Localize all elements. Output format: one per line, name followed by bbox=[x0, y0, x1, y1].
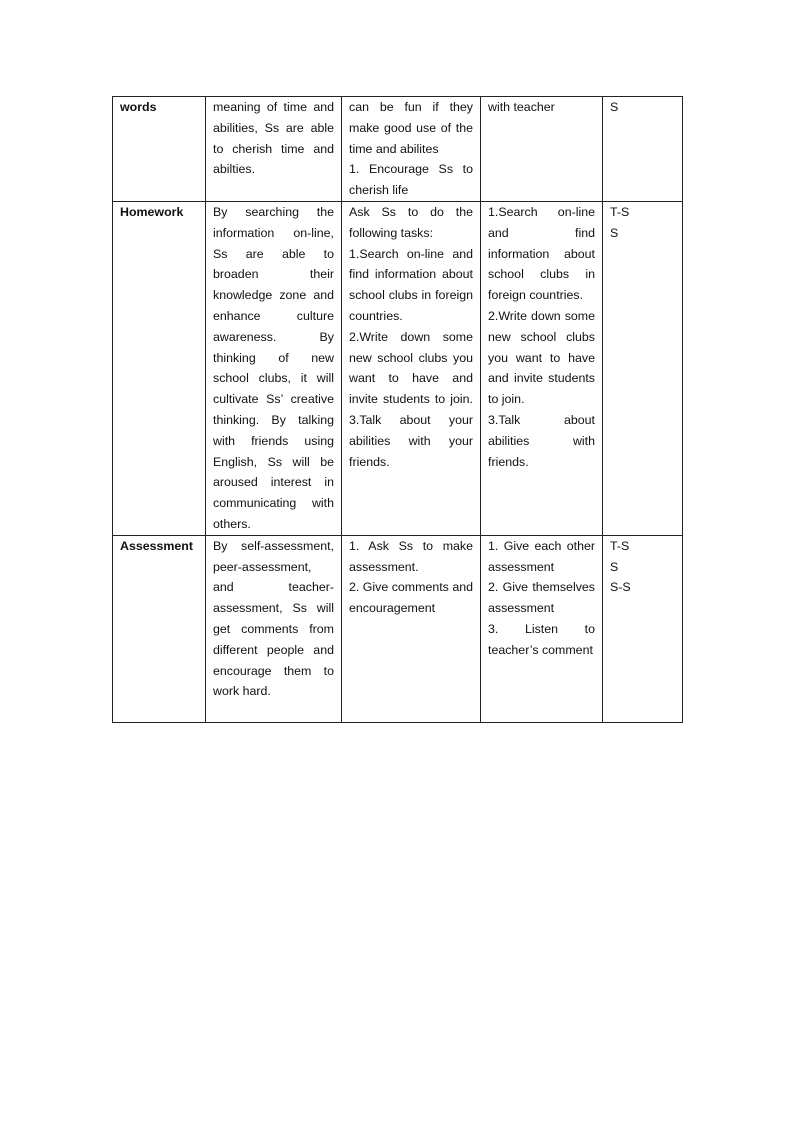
teacher-activity-cell bbox=[342, 535, 481, 722]
step-cell bbox=[113, 97, 206, 202]
interaction-pattern: S bbox=[610, 225, 619, 240]
step-cell bbox=[113, 202, 206, 536]
table-row bbox=[113, 202, 683, 536]
interaction-cell bbox=[603, 535, 683, 722]
student-activity-cell bbox=[481, 535, 603, 722]
interaction-pattern: S-S bbox=[610, 580, 631, 595]
step-label: words bbox=[120, 100, 157, 114]
step-cell bbox=[113, 535, 206, 722]
purpose-cell bbox=[206, 202, 342, 536]
student-activity-text: 2. Give themselves assessment bbox=[488, 580, 595, 616]
teacher-activity-text: 1. Encourage Ss to cherish life bbox=[349, 162, 473, 198]
interaction-cell bbox=[603, 97, 683, 202]
step-label: Assessment bbox=[120, 538, 194, 553]
interaction-pattern: S bbox=[610, 559, 619, 574]
teacher-activity-cell bbox=[342, 202, 481, 536]
teacher-activity-cell bbox=[342, 97, 481, 202]
teacher-activity-text: Ask Ss to do the following tasks: bbox=[349, 205, 473, 240]
student-activity-text: with teacher bbox=[488, 100, 555, 114]
purpose-cell bbox=[206, 535, 342, 722]
purpose-text: By searching the information on-line, Ss are able to broaden their knowledge zone and enhance culture awareness. By thinking of new school clubs, it will cultivate Ss’ creative thinking. By talking with friends using English, Ss will be aroused interest in communicating with others. bbox=[213, 205, 334, 531]
purpose-cell bbox=[206, 97, 342, 202]
teacher-activity-text: 2.Write down some new school clubs you want to have and invite students to join. 3.Talk about your abilities with your friends. bbox=[349, 329, 473, 469]
teacher-activity-text: can be fun if they make good use of the time and abilites bbox=[349, 100, 473, 156]
student-activity-text: 3. Listen to teacher’s comment bbox=[488, 621, 595, 657]
student-activity-text: 2.Write down some new school clubs you want to have and invite students to join. bbox=[488, 308, 595, 407]
interaction-pattern: T-S bbox=[610, 538, 630, 553]
teacher-activity-text: 2. Give comments and encouragement bbox=[349, 580, 473, 616]
student-activity-cell bbox=[481, 97, 603, 202]
interaction-pattern: T-S bbox=[610, 205, 630, 219]
purpose-text: By self-assessment, peer-assessment, and teacher-assessment, Ss will get comments from different people and encourage them to work hard. bbox=[213, 538, 334, 699]
teacher-activity-text: 1. Ask Ss to make assessment. bbox=[349, 538, 473, 574]
student-activity-text: 1.Search on-line and find information about school clubs in foreign countries. bbox=[488, 205, 595, 303]
student-activity-cell bbox=[481, 202, 603, 536]
teacher-activity-text: 1.Search on-line and find information about school clubs in foreign countries. bbox=[349, 246, 473, 323]
interaction-cell bbox=[603, 202, 683, 536]
table-row bbox=[113, 97, 683, 202]
student-activity-text: 1. Give each other assessment bbox=[488, 538, 595, 574]
lesson-plan-table bbox=[112, 96, 683, 723]
table-row bbox=[113, 535, 683, 722]
interaction-pattern: S bbox=[610, 100, 619, 114]
step-label: Homework bbox=[120, 205, 184, 219]
purpose-text: meaning of time and abilities, Ss are able to cherish time and abilties. bbox=[213, 100, 334, 177]
student-activity-text: 3.Talk about abilities with friends. bbox=[488, 412, 595, 469]
